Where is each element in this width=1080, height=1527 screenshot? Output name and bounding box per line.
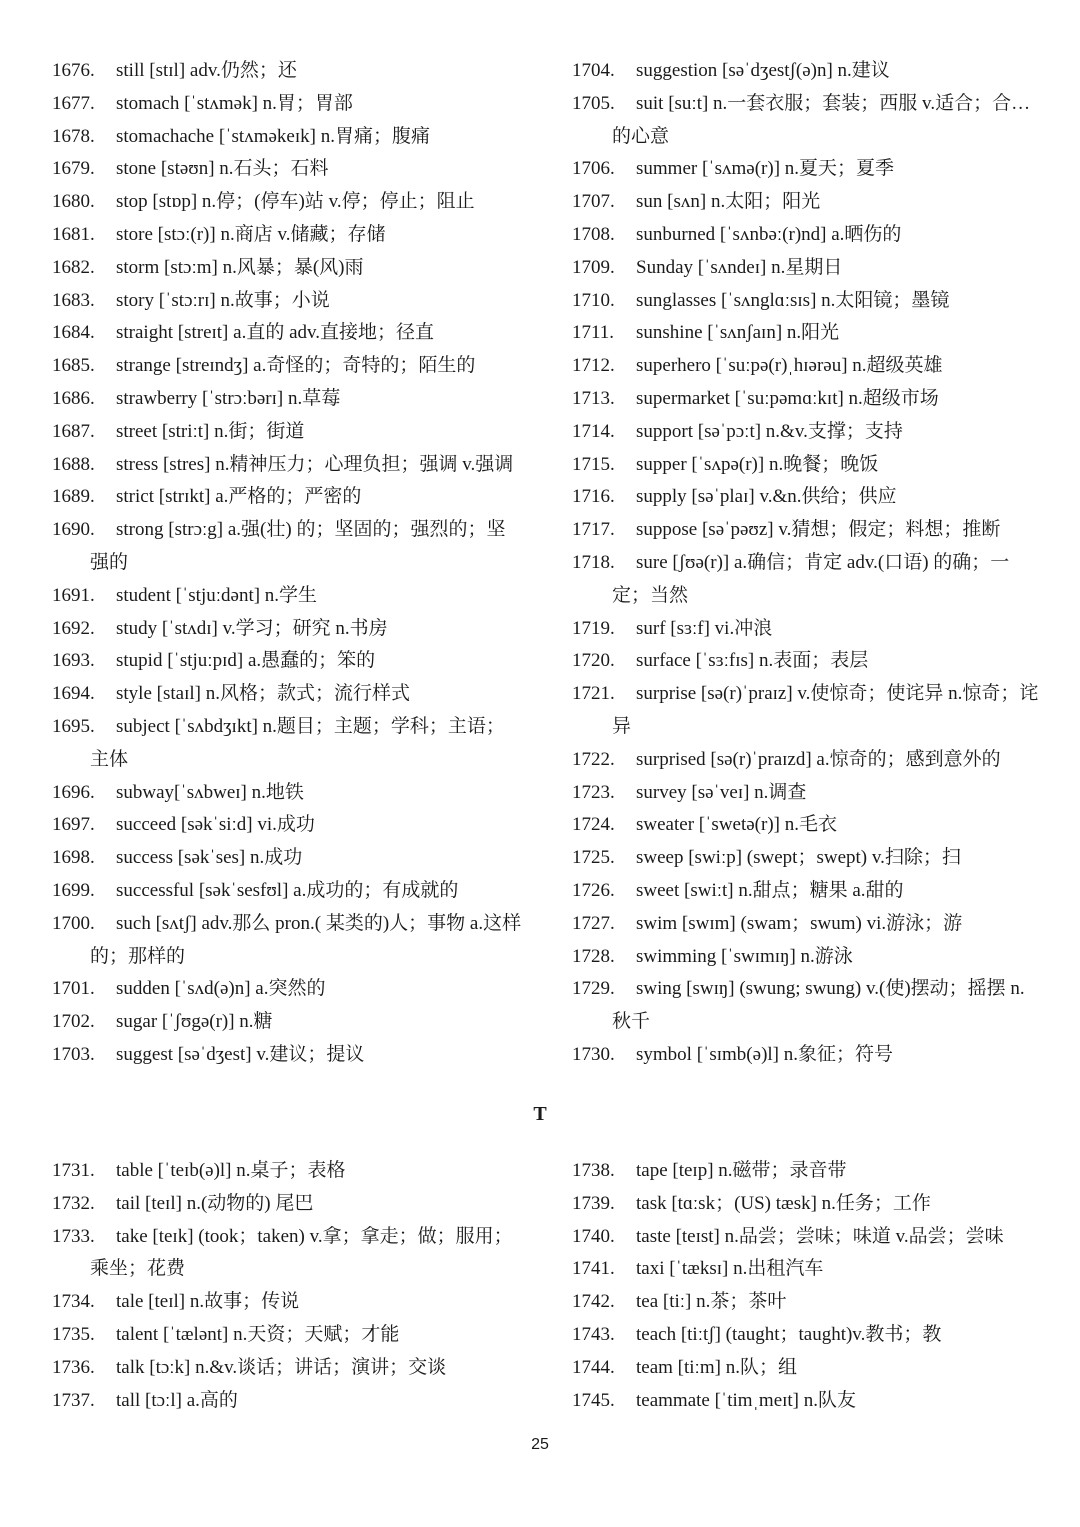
entry-number: 1688. xyxy=(52,453,95,475)
vocab-entry xyxy=(52,711,522,777)
entry-text: surface [ˈsɜːfɪs] n.表面；表层 xyxy=(636,650,869,672)
entry-number: 1701. xyxy=(52,978,95,1000)
vocab-entry xyxy=(52,645,522,678)
vocab-entry xyxy=(572,186,1042,219)
entry-number: 1691. xyxy=(52,584,95,606)
entry-number: 1724. xyxy=(572,814,615,836)
entry-text: succeed [səkˈsiːd] vi.成功 xyxy=(116,814,315,836)
vocab-entry xyxy=(572,973,1042,1039)
entry-number: 1731. xyxy=(52,1160,95,1181)
vocab-entry xyxy=(52,1155,522,1188)
vocab-entry xyxy=(572,678,1042,744)
entry-text: stupid [ˈstjuːpɪd] a.愚蠢的；笨的 xyxy=(116,650,376,672)
entry-text: tall [tɔːl] a.高的 xyxy=(116,1389,238,1411)
entry-text: street [striːt] n.街；街道 xyxy=(116,420,305,442)
entry-number: 1702. xyxy=(52,1011,95,1033)
entry-number: 1714. xyxy=(572,420,615,442)
entry-number: 1676. xyxy=(52,60,95,81)
vocab-entry xyxy=(52,153,522,186)
entry-text: sweep [swiːp] (swept；swept) v.扫除；扫 xyxy=(636,847,961,869)
entry-number: 1722. xyxy=(572,748,615,770)
vocab-entry xyxy=(572,842,1042,875)
entry-number: 1695. xyxy=(52,715,95,737)
entry-number: 1718. xyxy=(572,551,615,573)
vocab-entry xyxy=(52,777,522,810)
vocab-entry xyxy=(52,383,522,416)
entry-number: 1737. xyxy=(52,1389,95,1411)
entry-text: stress [stres] n.精神压力；心理负担；强调 v.强调 xyxy=(116,453,514,475)
vocab-entry xyxy=(572,350,1042,383)
entry-number: 1686. xyxy=(52,387,95,409)
vocab-entry xyxy=(572,1385,1042,1418)
entry-text: straight [streɪt] a.直的 adv.直接地；径直 xyxy=(116,322,435,344)
vocab-entry xyxy=(572,88,1042,154)
vocab-entry xyxy=(52,252,522,285)
entry-text: story [ˈstɔːrɪ] n.故事；小说 xyxy=(116,289,330,311)
vocab-entry xyxy=(52,1006,522,1039)
vocab-entry xyxy=(52,285,522,318)
entry-text: talk [tɔːk] n.&v.谈话；讲话；演讲；交谈 xyxy=(116,1356,447,1378)
entry-text: tail [teɪl] n.(动物的) 尾巴 xyxy=(116,1192,314,1214)
entry-text: task [tɑːsk；(US) tæsk] n.任务；工作 xyxy=(636,1192,931,1214)
vocab-entry xyxy=(52,350,522,383)
entry-text: surprised [sə(r)ˈpraɪzd] a.惊奇的；感到意外的 xyxy=(636,748,1001,770)
entry-text: table [ˈteɪb(ə)l] n.桌子；表格 xyxy=(116,1160,346,1181)
vocab-entry xyxy=(52,1039,522,1072)
vocab-entry xyxy=(572,613,1042,646)
entry-text: tea [tiː] n.茶；茶叶 xyxy=(636,1291,787,1313)
vocab-entry xyxy=(572,416,1042,449)
entry-number: 1716. xyxy=(572,486,615,508)
vocab-entry xyxy=(52,613,522,646)
entry-number: 1709. xyxy=(572,256,615,278)
entry-text: sunglasses [ˈsʌnglɑːsɪs] n.太阳镜；墨镜 xyxy=(636,289,950,311)
entry-text: summer [ˈsʌmə(r)] n.夏天；夏季 xyxy=(636,158,895,180)
vocab-entry xyxy=(572,875,1042,908)
vocab-entry xyxy=(572,383,1042,416)
vocab-entry xyxy=(52,580,522,613)
vocab-entry xyxy=(52,514,522,580)
entry-number: 1725. xyxy=(572,847,615,869)
vocab-entry xyxy=(572,317,1042,350)
vocab-entry xyxy=(52,678,522,711)
entry-text: suggestion [səˈdʒestʃ(ə)n] n.建议 xyxy=(636,60,890,81)
vocab-entry xyxy=(572,1253,1042,1286)
entry-number: 1726. xyxy=(572,879,615,901)
entry-text: Sunday [ˈsʌndeɪ] n.星期日 xyxy=(636,256,843,278)
entry-text: store [stɔː(r)] n.商店 v.储藏；存储 xyxy=(116,223,386,245)
vocab-entry xyxy=(52,842,522,875)
entry-text: taste [teɪst] n.品尝；尝味；味道 v.品尝；尝味 xyxy=(636,1225,1004,1247)
entry-number: 1734. xyxy=(52,1291,95,1313)
entry-number: 1690. xyxy=(52,519,95,541)
entry-number: 1710. xyxy=(572,289,615,311)
vocab-entry xyxy=(572,941,1042,974)
vocab-entry xyxy=(572,1155,1042,1188)
entry-text: successful [səkˈsesfʊl] a.成功的；有成就的 xyxy=(116,879,459,901)
entry-number: 1683. xyxy=(52,289,95,311)
entry-number: 1723. xyxy=(572,781,615,803)
vocab-entry xyxy=(52,219,522,252)
vocab-entry xyxy=(572,153,1042,186)
entry-number: 1680. xyxy=(52,191,95,213)
entry-number: 1740. xyxy=(572,1225,615,1247)
entry-number: 1704. xyxy=(572,60,615,81)
entry-number: 1743. xyxy=(572,1323,615,1345)
entry-number: 1742. xyxy=(572,1291,615,1313)
entry-text: subject [ˈsʌbdʒɪkt] n.题目；主题；学科；主语；主体 xyxy=(90,715,505,770)
vocab-entry xyxy=(52,1319,522,1352)
vocab-entry xyxy=(572,1039,1042,1072)
entry-text: sure [ʃʊə(r)] a.确信；肯定 adv.(口语) 的确；一定；当然 xyxy=(612,551,1010,606)
entry-text: talent [ˈtælənt] n.天资；天赋；才能 xyxy=(116,1323,400,1345)
entry-number: 1720. xyxy=(572,650,615,672)
entry-text: strawberry [ˈstrɔːbərɪ] n.草莓 xyxy=(116,387,341,409)
vocab-entry xyxy=(572,1319,1042,1352)
vocab-entry xyxy=(572,908,1042,941)
entry-number: 1721. xyxy=(572,683,615,705)
entry-number: 1713. xyxy=(572,387,615,409)
entry-text: strict [strɪkt] a.严格的；严密的 xyxy=(116,486,362,508)
entry-text: sunshine [ˈsʌnʃaɪn] n.阳光 xyxy=(636,322,840,344)
vocab-entry xyxy=(572,1221,1042,1254)
entry-number: 1735. xyxy=(52,1323,95,1345)
entry-text: teach [tiːtʃ] (taught；taught)v.教书；教 xyxy=(636,1323,942,1345)
vocab-entry xyxy=(572,744,1042,777)
entry-number: 1679. xyxy=(52,158,95,180)
vocab-entry xyxy=(52,1221,522,1287)
entry-text: team [tiːm] n.队；组 xyxy=(636,1356,797,1378)
entry-text: stop [stɒp] n.停；(停车)站 v.停；停止；阻止 xyxy=(116,191,475,213)
entry-text: still [stɪl] adv.仍然；还 xyxy=(116,60,297,81)
vocab-entry xyxy=(572,1352,1042,1385)
vocab-entry xyxy=(572,252,1042,285)
entry-text: strange [streɪndʒ] a.奇怪的；奇特的；陌生的 xyxy=(116,355,476,377)
vocab-entry xyxy=(52,973,522,1006)
entry-number: 1745. xyxy=(572,1389,615,1411)
entry-number: 1744. xyxy=(572,1356,615,1378)
entry-number: 1694. xyxy=(52,683,95,705)
entry-number: 1705. xyxy=(572,92,615,114)
entry-number: 1692. xyxy=(52,617,95,639)
vocab-entry xyxy=(52,481,522,514)
entry-text: swim [swɪm] (swam；swum) vi.游泳；游 xyxy=(636,912,963,934)
page-number: 25 xyxy=(531,1436,549,1453)
entry-text: teammate [ˈtimˌmeɪt] n.队友 xyxy=(636,1389,857,1411)
entry-number: 1715. xyxy=(572,453,615,475)
entry-number: 1703. xyxy=(52,1043,95,1065)
entry-number: 1717. xyxy=(572,519,615,541)
entry-text: surprise [sə(r)ˈpraɪz] v.使惊奇；使诧异 n.惊奇；诧异 xyxy=(612,683,1039,737)
entry-number: 1728. xyxy=(572,945,615,967)
right-column-s-entries xyxy=(572,55,1042,1072)
entry-text: symbol [ˈsɪmb(ə)l] n.象征；符号 xyxy=(636,1043,894,1065)
entry-number: 1677. xyxy=(52,92,95,114)
entry-number: 1697. xyxy=(52,814,95,836)
entry-text: stomachache [ˈstʌməkeɪk] n.胃痛；腹痛 xyxy=(116,125,430,147)
entry-number: 1706. xyxy=(572,158,615,180)
entry-number: 1730. xyxy=(572,1043,615,1065)
vocab-entry xyxy=(572,777,1042,810)
entry-text: sun [sʌn] n.太阳；阳光 xyxy=(636,191,821,213)
entry-text: student [ˈstjuːdənt] n.学生 xyxy=(116,584,318,606)
entry-text: style [staɪl] n.风格；款式；流行样式 xyxy=(116,683,410,705)
entry-text: suit [suːt] n.一套衣服；套装；西服 v.适合；合…的心意 xyxy=(612,92,1031,147)
entry-text: supper [ˈsʌpə(r)] n.晚餐；晚饭 xyxy=(636,453,879,475)
entry-number: 1739. xyxy=(572,1192,615,1214)
entry-number: 1696. xyxy=(52,781,95,803)
vocab-entry xyxy=(52,1352,522,1385)
entry-number: 1699. xyxy=(52,879,95,901)
entry-text: swimming [ˈswɪmɪŋ] n.游泳 xyxy=(636,945,853,967)
right-column-t-entries xyxy=(572,1155,1042,1417)
vocab-entry xyxy=(572,285,1042,318)
entry-number: 1732. xyxy=(52,1192,95,1214)
vocab-entry xyxy=(572,1286,1042,1319)
entry-number: 1719. xyxy=(572,617,615,639)
entry-text: sweater [ˈswetə(r)] n.毛衣 xyxy=(636,814,837,836)
entry-number: 1729. xyxy=(572,978,615,1000)
vocab-entry xyxy=(52,1385,522,1418)
vocab-entry xyxy=(572,514,1042,547)
vocab-entry xyxy=(572,547,1042,613)
entry-text: survey [səˈveɪ] n.调查 xyxy=(636,781,807,803)
vocab-entry xyxy=(572,645,1042,678)
entry-number: 1693. xyxy=(52,650,95,672)
entry-number: 1682. xyxy=(52,256,95,278)
vocab-entry xyxy=(572,1188,1042,1221)
entry-text: sweet [swiːt] n.甜点；糖果 a.甜的 xyxy=(636,879,904,901)
vocab-entry xyxy=(572,449,1042,482)
entry-text: storm [stɔːm] n.风暴；暴(风)雨 xyxy=(116,256,364,278)
entry-text: such [sʌtʃ] adv.那么 pron.( 某类的)人；事物 a.这样的；那样的 xyxy=(90,912,522,967)
entry-text: tale [teɪl] n.故事；传说 xyxy=(116,1291,300,1313)
entry-number: 1698. xyxy=(52,847,95,869)
entry-text: sunburned [ˈsʌnbəː(r)nd] a.晒伤的 xyxy=(636,223,902,245)
entry-number: 1736. xyxy=(52,1356,95,1378)
entry-number: 1711. xyxy=(572,322,615,344)
entry-text: supermarket [ˈsuːpəmɑːkɪt] n.超级市场 xyxy=(636,387,939,409)
entry-number: 1685. xyxy=(52,355,95,377)
vocab-entry xyxy=(52,317,522,350)
entry-text: supply [səˈplaɪ] v.&n.供给；供应 xyxy=(636,486,897,508)
entry-number: 1684. xyxy=(52,322,95,344)
vocab-entry xyxy=(52,121,522,154)
entry-number: 1681. xyxy=(52,223,95,245)
entry-number: 1727. xyxy=(572,912,615,934)
entry-text: tape [teɪp] n.磁带；录音带 xyxy=(636,1160,847,1181)
entry-number: 1712. xyxy=(572,355,615,377)
entry-text: strong [strɔːg] a.强(壮) 的；坚固的；强烈的；坚强的 xyxy=(90,519,506,573)
left-column-s-entries xyxy=(52,55,522,1072)
entry-text: sudden [ˈsʌd(ə)n] a.突然的 xyxy=(116,978,326,1000)
entry-number: 1687. xyxy=(52,420,95,442)
entry-text: taxi [ˈtæksɪ] n.出租汽车 xyxy=(636,1258,824,1280)
entry-text: study [ˈstʌdɪ] v.学习；研究 n.书房 xyxy=(116,617,388,639)
vocab-entry xyxy=(52,55,522,88)
entry-number: 1707. xyxy=(572,191,615,213)
entry-text: stomach [ˈstʌmək] n.胃；胃部 xyxy=(116,92,353,114)
entry-text: swing [swɪŋ] (swung; swung) v.(使)摆动；摇摆 n.秋千 xyxy=(612,978,1025,1033)
entry-text: take [teɪk] (took；taken) v.拿；拿走；做；服用；乘坐；花费 xyxy=(90,1225,513,1280)
entry-text: support [səˈpɔːt] n.&v.支撑；支持 xyxy=(636,420,903,442)
entry-number: 1733. xyxy=(52,1225,95,1247)
entry-text: superhero [ˈsuːpə(r)ˌhɪərəu] n.超级英雄 xyxy=(636,355,943,377)
entry-number: 1678. xyxy=(52,125,95,147)
section-letter: T xyxy=(533,1103,547,1125)
entry-text: success [səkˈses] n.成功 xyxy=(116,847,303,869)
vocab-entry xyxy=(52,416,522,449)
vocab-entry xyxy=(52,875,522,908)
entry-text: subway[ˈsʌbweɪ] n.地铁 xyxy=(116,781,304,803)
left-column-t-entries xyxy=(52,1155,522,1417)
entry-number: 1689. xyxy=(52,486,95,508)
vocab-entry xyxy=(52,88,522,121)
vocab-entry xyxy=(52,809,522,842)
entry-number: 1700. xyxy=(52,912,95,934)
vocab-entry xyxy=(52,186,522,219)
entry-text: surf [sɜːf] vi.冲浪 xyxy=(636,617,773,639)
vocab-entry xyxy=(572,481,1042,514)
entry-number: 1738. xyxy=(572,1160,615,1181)
vocab-entry xyxy=(572,809,1042,842)
vocab-entry xyxy=(572,219,1042,252)
entry-text: suggest [səˈdʒest] v.建议；提议 xyxy=(116,1043,365,1065)
vocab-entry xyxy=(572,55,1042,88)
vocab-entry xyxy=(52,908,522,974)
vocab-entry xyxy=(52,1188,522,1221)
vocab-entry xyxy=(52,449,522,482)
entry-number: 1741. xyxy=(572,1258,615,1280)
entry-text: sugar [ˈʃʊgə(r)] n.糖 xyxy=(116,1011,273,1033)
entry-number: 1708. xyxy=(572,223,615,245)
vocab-entry xyxy=(52,1286,522,1319)
entry-text: stone [stəʊn] n.石头；石料 xyxy=(116,158,329,180)
entry-text: suppose [səˈpəʊz] v.猜想；假定；料想；推断 xyxy=(636,519,1001,541)
